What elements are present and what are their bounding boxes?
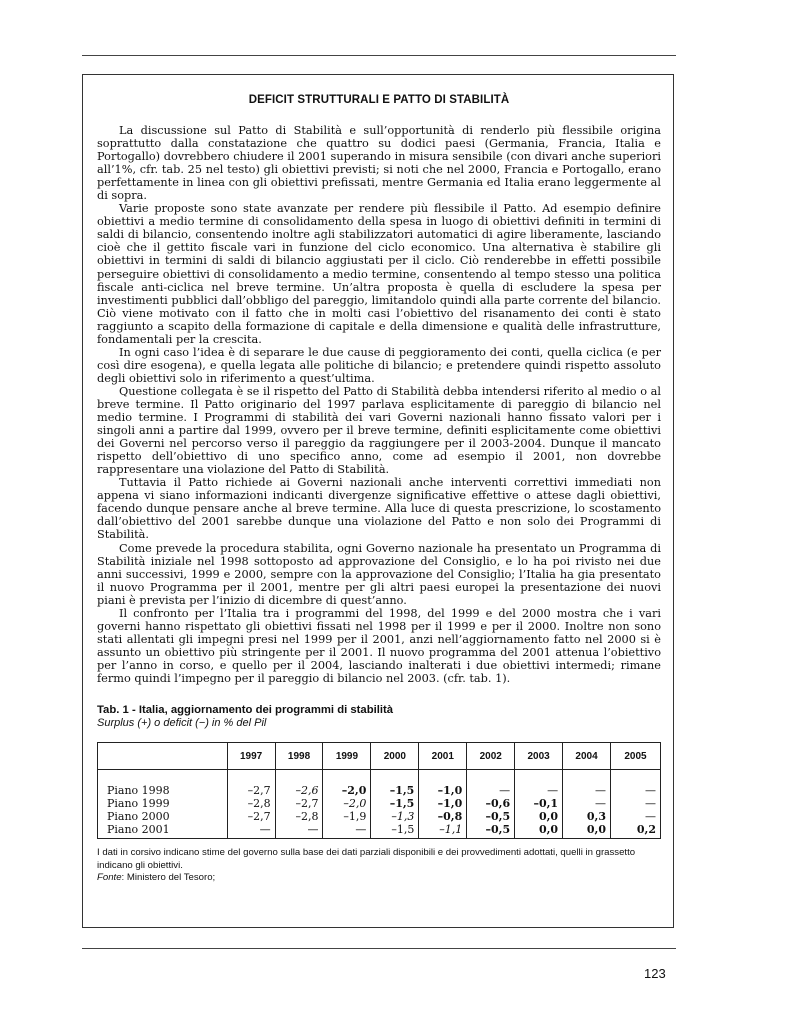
page-number: 123: [644, 966, 666, 981]
table-cell: 0,3: [563, 810, 611, 823]
table-subtitle: Surplus (+) o deficit (−) in % del Pil: [97, 717, 267, 730]
table-cell: 0,2: [611, 823, 661, 839]
table-cell: —: [611, 810, 661, 823]
source-label: Fonte: [97, 872, 122, 884]
table-cell: –2,7: [227, 810, 275, 823]
year-header: 1998: [275, 743, 323, 770]
year-header: 1999: [323, 743, 371, 770]
table-cell: –0,8: [419, 810, 467, 823]
table-cell: –1,5: [371, 784, 419, 797]
table-cell: –2,0: [323, 784, 371, 797]
table-cell: –2,6: [275, 784, 323, 797]
table-corner-cell: [98, 743, 228, 770]
table-cell: —: [563, 797, 611, 810]
table-cell: –0,5: [467, 810, 515, 823]
table-row: [98, 823, 661, 839]
stability-table: [97, 742, 661, 839]
year-header: 2005: [611, 743, 661, 770]
year-header: 1997: [227, 743, 275, 770]
table-cell: –1,5: [371, 823, 419, 839]
insert-body: [97, 124, 661, 685]
table-cell: —: [323, 823, 371, 839]
row-label: Piano 1999: [98, 797, 228, 810]
paragraph: Come prevede la procedura stabilita, ogni Governo nazionale ha presentato un Programma di Stabilità iniziale nel 1998 sottoposto ad approvazione del Consiglio, e lo ha poi rivisto nei due anni successivi, 1999 e 2000, sempre con la approvazione del Consiglio; l’Italia ha gia presentato il nuovo Programma per il 2001, mentre per gli altri paesi europei la presentazione dei nuovi piani è prevista per l’inizio di dicembre di quest’anno.: [97, 541, 661, 607]
table-cell: –2,7: [275, 797, 323, 810]
table-cell: –2,8: [275, 810, 323, 823]
insert-heading: DEFICIT STRUTTURALI E PATTO DI STABILITÀ: [248, 94, 510, 106]
table-cell: –1,5: [371, 797, 419, 810]
table-row: [98, 797, 661, 810]
paragraph: La discussione sul Patto di Stabilità e sull’opportunità di renderlo più flessibile origina soprattutto dalla constatazione che quattro su dodici paesi (Germania, Francia, Italia e Portogallo) dovrebbero chiudere il 2001 superando in misura sensibile (con divari anche superiori all’1%, cfr. tab. 25 nel testo) gli obiettivi previsti; si noti che nel 2000, Francia e Portogallo, erano perfettamente in linea con gli obiettivi prefissati, mentre Germania ed Italia erano leggermente al di sopra.: [97, 124, 661, 203]
table-cell: 0,0: [515, 810, 563, 823]
table-cell: –0,1: [515, 797, 563, 810]
table-cell: –1,0: [419, 784, 467, 797]
table-cell: —: [227, 823, 275, 839]
paragraph: Tuttavia il Patto richiede ai Governi nazionali anche interventi correttivi immediati non appena vi siano informazioni indicanti divergenze significative effettive o attese dagli obiettivi, facendo dunque pensare anche al breve termine. Alla luce di questa prescrizione, lo scostamento dall’obiettivo del 2001 sarebbe dunque una violazione del Patto e non solo dei Programmi di Stabilità.: [97, 476, 661, 542]
table-cell: –2,0: [323, 797, 371, 810]
top-rule: [82, 55, 676, 56]
year-header: 2001: [419, 743, 467, 770]
table-title: Tab. 1 - Italia, aggiornamento dei programmi di stabilità: [97, 704, 394, 717]
table-cell: —: [611, 797, 661, 810]
table-cell: 0,0: [515, 823, 563, 839]
table-cell: –1,3: [371, 810, 419, 823]
year-header: 2003: [515, 743, 563, 770]
year-header: 2000: [371, 743, 419, 770]
table-cell: –1,1: [419, 823, 467, 839]
paragraph: In ogni caso l’idea è di separare le due cause di peggioramento dei conti, quella ciclica (e per così dire esogena), e quella legata alle politiche di bilancio; e pretendere quindi rispetto assoluto degli obiettivi solo in riferimento a quest’ultima.: [97, 345, 661, 385]
row-label: Piano 2001: [98, 823, 228, 839]
table-cell: –2,7: [227, 784, 275, 797]
paragraph: Questione collegata è se il rispetto del Patto di Stabilità debba intendersi riferito al medio o al breve termine. Il Patto originario del 1997 parlava esplicitamente di pareggio di bilancio nel medio termine. I Programmi di stabilità dei vari Governi nazionali hanno fissato valori per i singoli anni a partire dal 1999, ovvero per il breve termine, definiti esplicitamente come obiettivi dei Governi nel percorso verso il pareggio da raggiungere per il 2003-2004. Dunque il mancato rispetto dell’obiettivo di uno specifico anno, come ad esempio il 2001, non dovrebbe rappresentare una violazione del Patto di Stabilità.: [97, 384, 661, 477]
insert-content: [97, 88, 661, 885]
year-header: 2002: [467, 743, 515, 770]
table-cell: 0,0: [563, 823, 611, 839]
table-cell: —: [275, 823, 323, 839]
bottom-rule: [82, 948, 676, 949]
table-heading: [97, 703, 661, 730]
table-note: I dati in corsivo indicano stime del governo sulla base dei dati parziali disponibili e dei provvedimenti adottati, quelli in grassetto indicano gli obiettivi.: [97, 847, 636, 871]
year-header: 2004: [563, 743, 611, 770]
paragraph: Il confronto per l’Italia tra i programmi del 1998, del 1999 e del 2000 mostra che i vari governi hanno rispettato gli obiettivi fissati nel 1998 per il 1999 e per il 2000. Inoltre non sono stati allentati gli impegni presi nel 1999 per il 2001, anzi nell’aggiornamento fatto nel 2000 si è assunto un obiettivo più stringente per il 2001. Il nuovo programma del 2001 attenua l’obiettivo per l’anno in corso, e quello per il 2004, lasciando inalterati i due obiettivi intermedi; rimane fermo quindi l’impegno per il pareggio di bilancio nel 2003. (cfr. tab. 1).: [97, 606, 661, 685]
table-notes: [97, 847, 661, 885]
table-cell: —: [515, 784, 563, 797]
table-cell: —: [563, 784, 611, 797]
table-source: [97, 872, 661, 885]
table-row: [98, 810, 661, 823]
source-text: : Ministero del Tesoro;: [121, 872, 216, 884]
table-cell: –2,8: [227, 797, 275, 810]
paragraph: Varie proposte sono state avanzate per rendere più flessibile il Patto. Ad esempio definire obiettivi a medio termine di consolidamento della spesa in luogo di obiettivi definiti in termini di saldi di bilancio, consentendo inoltre agli stabilizzatori automatici di agire liberamente, lasciando cioè che il gettito fiscale vari in funzione del ciclo economico. Una alternativa è stabilire gli obiettivi in termini di saldi di bilancio aggiustati per il ciclo. Ciò renderebbe in effetti possibile perseguire obiettivi di consolidamento a medio termine, consentendo al tempo stesso una politica fiscale anti-ciclica nel breve termine. Un’altra proposta è quella di escludere la spesa per investimenti pubblici dall’obbligo del pareggio, limitandolo quindi alla parte corrente del bilancio. Ciò viene motivato con il fatto che in molti casi l’obiettivo del risanamento dei conti è stato raggiunto a scapito della formazione di capitale e della dimensione e qualità delle infrastrutture, fondamentali per la crescita.: [97, 202, 661, 346]
table-header-row: [98, 743, 661, 770]
table-cell: —: [467, 784, 515, 797]
table-cell: –0,6: [467, 797, 515, 810]
row-label: Piano 2000: [98, 810, 228, 823]
table-cell: –1,9: [323, 810, 371, 823]
table-cell: –0,5: [467, 823, 515, 839]
table-cell: –1,0: [419, 797, 467, 810]
table-cell: —: [611, 784, 661, 797]
row-label: Piano 1998: [98, 784, 228, 797]
table-row: [98, 784, 661, 797]
